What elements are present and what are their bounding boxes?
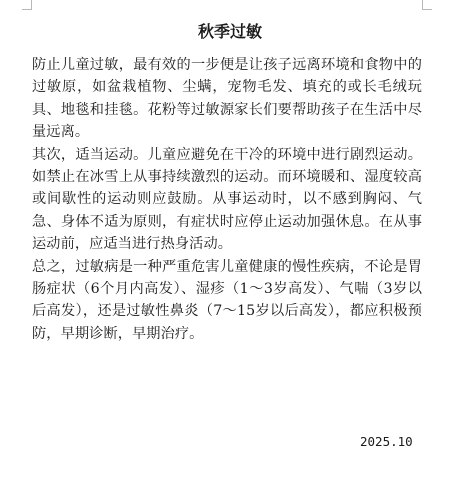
document-title: 秋季过敏 <box>197 22 262 41</box>
paragraph-allergen-avoidance: 防止儿童过敏，最有效的一步便是让孩子远离环境和食物中的过敏原，如盆栽植物、尘螨，宠物毛发、填充的或长毛绒玩具、地毯和挂毯。花粉等过敏源家长们要帮助孩子在生活中尽量远离。 <box>32 57 422 141</box>
margin-marker-right <box>422 0 432 10</box>
document-date: 2025.10 <box>360 434 413 449</box>
paragraph-exercise: 其次，适当运动。儿童应避免在干冷的环境中进行剧烈运动。如禁止在冰雪上从事持续激烈的运动。而环境暖和、湿度较高或间歇性的运动则应鼓励。从事运动时，以不感到胸闷、气急、身体不适为原则，有症状时应停止运动加强休息。在从事运动前，应适当进行热身活动。 <box>32 146 422 253</box>
document-page <box>32 20 422 345</box>
paragraph-conclusion: 总之，过敏病是一种严重危害儿童健康的慢性疾病，不论是胃肠症状（6个月内高发）、湿疹（1～3岁高发）、气喘（3岁以后高发），还是过敏性鼻炎（7～15岁以后高发），都应积极预防，早期诊断，早期治疗。 <box>32 258 422 342</box>
margin-marker-left <box>22 0 32 10</box>
